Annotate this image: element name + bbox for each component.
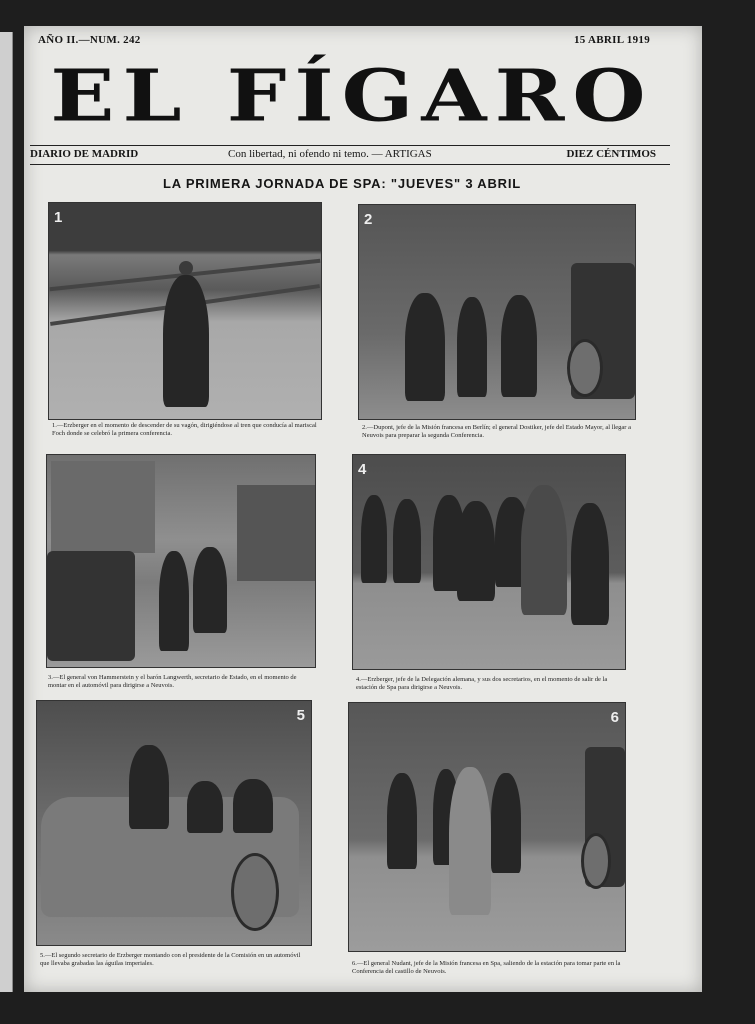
seated-figure	[233, 779, 273, 833]
photo-number: 5	[296, 707, 305, 724]
station-canopy	[237, 485, 315, 581]
photo-number: 2	[364, 211, 373, 228]
photo-5	[36, 700, 312, 946]
photo-3	[46, 454, 316, 668]
standing-figure	[457, 501, 495, 601]
seated-figure	[187, 781, 223, 833]
paper-motto: Con libertad, ni ofendo ni temo. — ARTIGAS	[228, 148, 432, 160]
newspaper-page	[24, 26, 702, 992]
photo-number: 6	[610, 709, 619, 726]
standing-figure	[501, 295, 537, 397]
issue-number: AÑO II.—NUM. 242	[38, 34, 141, 46]
standing-figure	[387, 773, 417, 869]
photo-4	[352, 454, 626, 670]
photo-3-caption: 3.—El general von Hammerstein y el barón Langwerth, secretario de Estado, en el momento de montar en el automóvil para dirigirse a Neuvois.	[48, 674, 297, 689]
figure-head	[179, 261, 193, 275]
paper-subtitle: DIARIO DE MADRID	[30, 148, 139, 160]
masthead-title: EL FÍGARO	[50, 53, 654, 138]
standing-figure	[193, 547, 227, 633]
seated-figure	[129, 745, 169, 829]
standing-figure	[405, 293, 445, 401]
car-wheel	[567, 339, 603, 397]
masthead-subline	[30, 148, 670, 162]
photo-2	[358, 204, 636, 420]
standing-figure	[491, 773, 521, 873]
masthead-rule-bottom	[30, 164, 670, 165]
standing-figure	[457, 297, 487, 397]
masthead-rule-top	[30, 145, 670, 146]
photo-2-caption: 2.—Dupont, jefe de la Misión francesa en Berlín; el general Dostiker, jefe del Estado Mayor, al llegar a Neuvois para preparar la segunda Conferencia.	[362, 424, 631, 439]
adjacent-page-edge	[0, 32, 13, 992]
building	[51, 461, 155, 553]
standing-figure	[449, 767, 491, 915]
photo-1	[48, 202, 322, 420]
car-wheel	[581, 833, 611, 889]
standing-figure	[361, 495, 387, 583]
issue-date: 15 ABRIL 1919	[573, 34, 650, 46]
standing-figure	[571, 503, 609, 625]
photo-4-caption: 4.—Erzberger, jefe de la Delegación alemana, y sus dos secretarios, en el momento de salir de la estación de Spa para dirigirse a Neuvois.	[356, 676, 608, 691]
automobile	[47, 551, 135, 661]
photo-6	[348, 702, 626, 952]
photo-number: 1	[54, 209, 63, 226]
photo-number: 4	[358, 461, 367, 478]
photo-5-caption: 5.—El segundo secretario de Erzberger montando con el presidente de la Comisión en un automóvil que llevaba grabadas las águilas imperiales.	[40, 952, 301, 967]
walking-figure	[163, 275, 209, 407]
car-wheel	[231, 853, 279, 931]
standing-figure	[159, 551, 189, 651]
top-info-line	[38, 34, 650, 48]
standing-figure	[521, 485, 567, 615]
photo-6-caption: 6.—El general Nudant, jefe de la Misión francesa en Spa, saliendo de la estación para tomar parte en la Conferencia del castillo de Neuvois.	[352, 960, 621, 975]
paper-price: DIEZ CÉNTIMOS	[566, 148, 656, 160]
standing-figure	[393, 499, 421, 583]
photo-1-caption: 1.—Erzberger en el momento de descender de su vagón, dirigiéndose al tren que conducía al mariscal Foch donde se celebró la primera conferencia.	[52, 422, 317, 437]
page-headline: LA PRIMERA JORNADA DE SPA: "JUEVES" 3 ABRIL	[162, 176, 522, 191]
